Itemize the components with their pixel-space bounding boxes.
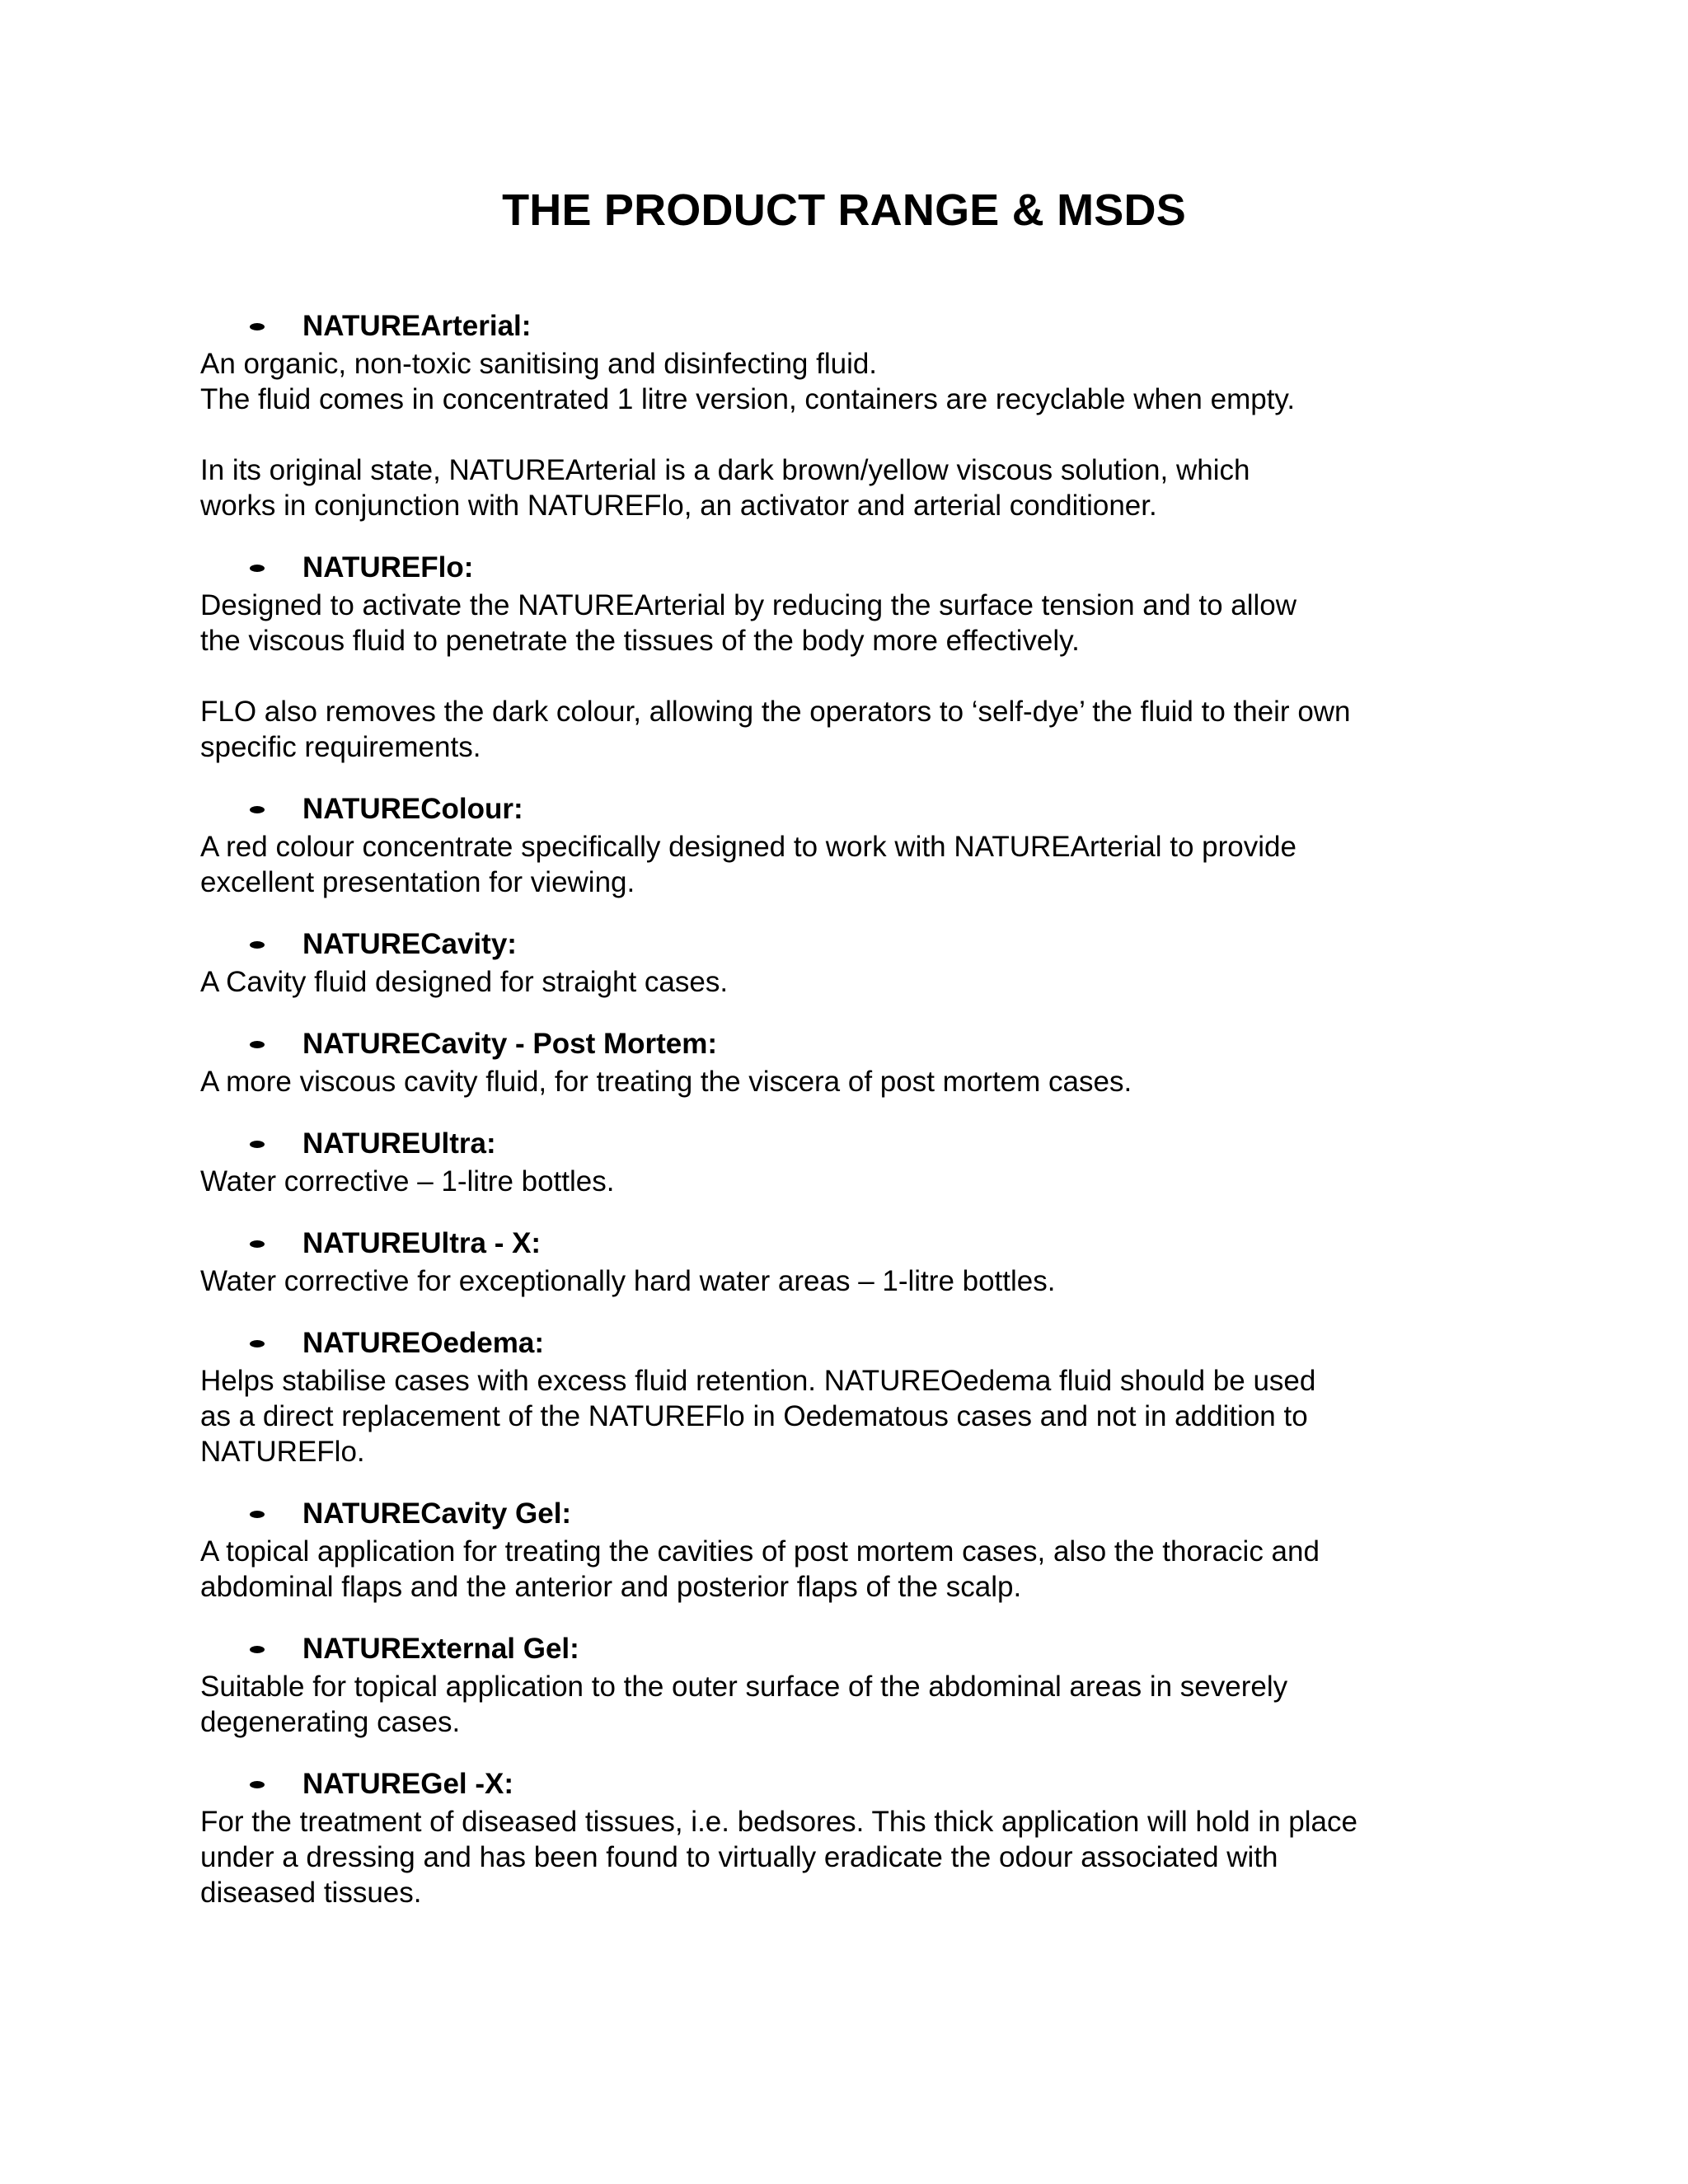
product-heading: NATUREArterial: (302, 310, 532, 342)
bullet-icon (250, 565, 265, 572)
product-section (200, 1629, 1486, 1740)
product-section (200, 548, 1486, 765)
product-description: Water corrective – 1-litre bottles. (200, 1165, 615, 1197)
product-heading: NATUREColour: (302, 793, 523, 825)
page-title: THE PRODUCT RANGE & MSDS (502, 185, 1186, 235)
product-section (200, 1324, 1486, 1469)
product-heading: NATURECavity Gel: (302, 1497, 572, 1530)
product-section (200, 1124, 1486, 1199)
product-heading-row (200, 1024, 1486, 1064)
product-heading: NATUREUltra: (302, 1127, 496, 1160)
bullet-icon (250, 941, 265, 949)
bullet-icon (250, 1646, 265, 1653)
bullet-icon (250, 1240, 265, 1248)
product-description: Water corrective for exceptionally hard water areas – 1-litre bottles. (200, 1265, 1056, 1297)
product-heading-row (200, 548, 1486, 588)
product-section (200, 1494, 1486, 1605)
product-description: FLO also removes the dark colour, allowing the operators to ‘self-dye’ the fluid to their own specific requirements. (200, 696, 1351, 763)
product-heading-row (200, 1765, 1486, 1804)
product-heading: NATUREOedema: (302, 1327, 545, 1359)
bullet-icon (250, 323, 265, 330)
product-heading: NATUREGel -X: (302, 1768, 514, 1800)
product-description: A topical application for treating the cavities of post mortem cases, also the thoracic and abdominal flaps and the anterior and posterior flaps of the scalp. (200, 1535, 1320, 1603)
bullet-icon (250, 1781, 265, 1788)
product-section (200, 1224, 1486, 1299)
product-heading-row (200, 1494, 1486, 1534)
product-description: A red colour concentrate specifically designed to work with NATUREArterial to provide excellent presentation for viewing. (200, 831, 1296, 898)
product-heading-row (200, 925, 1486, 964)
product-heading-row (200, 1629, 1486, 1669)
bullet-icon (250, 1141, 265, 1148)
product-section (200, 1024, 1486, 1099)
product-heading-row (200, 307, 1486, 346)
product-section (200, 307, 1486, 523)
product-heading: NATURECavity - Post Mortem: (302, 1028, 718, 1060)
product-section (200, 1765, 1486, 1910)
bullet-icon (250, 1340, 265, 1347)
product-description: Designed to activate the NATUREArterial by reducing the surface tension and to allow the viscous fluid to penetrate the tissues of the body more effectively. (200, 589, 1297, 657)
product-heading: NATUREUltra - X: (302, 1227, 542, 1259)
product-description: Suitable for topical application to the outer surface of the abdominal areas in severely degenerating cases. (200, 1671, 1288, 1738)
product-heading: NATUREFlo: (302, 551, 474, 583)
product-heading-row (200, 790, 1486, 829)
product-description: Helps stabilise cases with excess fluid retention. NATUREOedema fluid should be used as a direct replacement of the NATUREFlo in Oedematous cases and not in addition to NATUREFlo. (200, 1365, 1316, 1468)
bullet-icon (250, 806, 265, 813)
bullet-icon (250, 1041, 265, 1048)
product-heading-row (200, 1124, 1486, 1164)
product-heading-row (200, 1224, 1486, 1263)
product-section (200, 925, 1486, 1000)
product-heading: NATURExternal Gel: (302, 1633, 579, 1665)
product-heading-row (200, 1324, 1486, 1363)
product-description: An organic, non-toxic sanitising and disinfecting fluid. The fluid comes in concentrated 1 litre version, containers are recyclable when empty. (200, 348, 1296, 415)
bullet-icon (250, 1511, 265, 1518)
product-description: For the treatment of diseased tissues, i.e. bedsores. This thick application will hold in place under a dressing and has been found to virtually eradicate the odour associated with diseased tissues. (200, 1806, 1357, 1909)
product-description: A more viscous cavity fluid, for treating the viscera of post mortem cases. (200, 1066, 1132, 1098)
product-description: In its original state, NATUREArterial is a dark brown/yellow viscous solution, which works in conjunction with NATUREFlo, an activator and arterial conditioner. (200, 454, 1250, 522)
product-section (200, 790, 1486, 900)
product-list (200, 307, 1486, 1935)
product-heading: NATURECavity: (302, 928, 517, 960)
product-description: A Cavity fluid designed for straight cases. (200, 966, 729, 998)
